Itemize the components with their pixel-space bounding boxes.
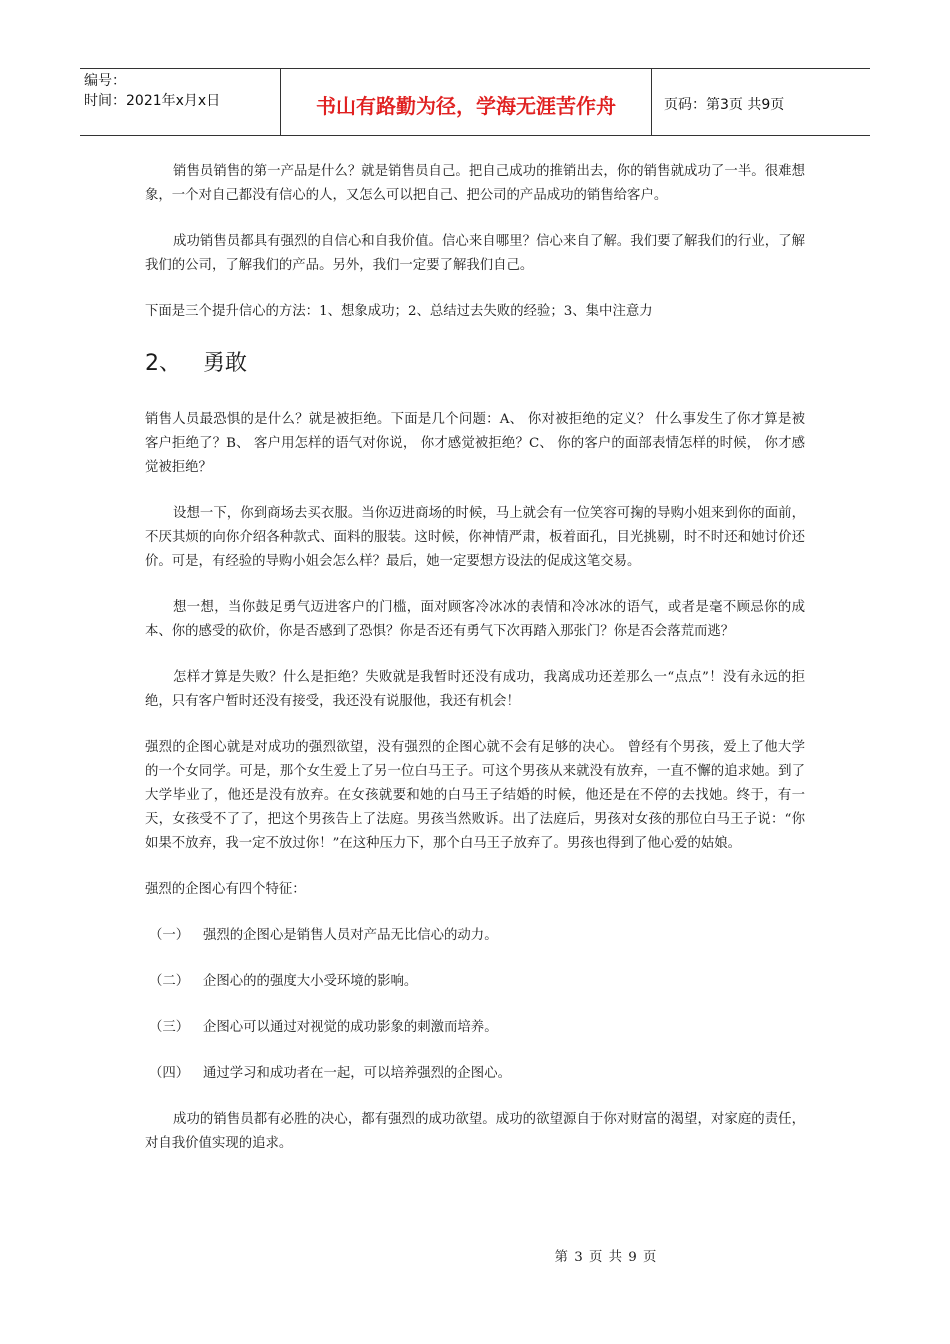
feature-text: 通过学习和成功者在一起，可以培养强烈的企图心。 <box>203 1066 511 1081</box>
date-label: 时间：2021年x月x日 <box>84 93 221 109</box>
paragraph-features-intro: 强烈的企图心有四个特征： <box>145 882 306 897</box>
paragraph-self-selling: 销售员销售的第一产品是什么？就是销售员自己。把自己成功的推销出去，你的销售就成功了一半。很难想象，一个对自己都没有信心的人，又怎么可以把自己、把公司的产品成功的销售给客户。 <box>145 164 805 203</box>
header-motto: 书山有路勤为径，学海无涯苦作舟 <box>280 69 652 135</box>
feature-item <box>145 1062 805 1086</box>
feature-marker: （一） <box>149 928 190 943</box>
number-label: 编号： <box>84 73 126 89</box>
paragraph-ambition-story: 强烈的企图心就是对成功的强烈欲望，没有强烈的企图心就不会有足够的决心。 曾经有个男孩，爱上了他大学的一个女同学。可是，那个女生爱上了另一位白马王子。可这个男孩从来就没有放弃，一直不懈的追求她。到了大学毕业了，他还是没有放弃。在女孩就要和她的白马王子结婚的时候，他还是在不停的去找她。终于，有一天，女孩受不了了，把这个男孩告上了法庭。男孩当然败诉。出了法庭后，男孩对女孩的那位白马王子说：“你如果不放弃，我一定不放过你！”在这种压力下，那个白马王子放弃了。男孩也得到了他心爱的姑娘。 <box>145 740 805 851</box>
header-meta <box>80 69 280 135</box>
paragraph-fear: 想一想，当你鼓足勇气迈进客户的门槛，面对顾客冷冰冰的表情和冷冰冰的语气，或者是毫不顾忌你的成本、你的感受的砍价，你是否感到了恐惧？你是否还有勇气下次再踏入那张门？你是否会落荒而逃？ <box>145 600 805 639</box>
page-footer: 第 3 页 共 9 页 <box>554 1250 658 1265</box>
feature-text: 企图心可以通过对视觉的成功影象的刺激而培养。 <box>203 1020 498 1035</box>
feature-item <box>145 924 805 948</box>
feature-text: 企图心的的强度大小受环境的影响。 <box>203 974 418 989</box>
paragraph-success-desire: 成功的销售员都有必胜的决心，都有强烈的成功欲望。成功的欲望源自于你对财富的渴望，对家庭的责任，对自我价值实现的追求。 <box>145 1112 805 1151</box>
section-heading <box>145 350 805 378</box>
section-number: 2、 <box>145 351 181 376</box>
page-header <box>80 68 870 136</box>
paragraph-rejection-questions: 销售人员最恐惧的是什么？就是被拒绝。下面是几个问题：A、 你对被拒绝的定义？ 什么事发生了你才算是被客户拒绝了？B、 客户用怎样的语气对你说， 你才感觉被拒绝？C、 你的客户的面部表情怎样的时候， 你才感觉被拒绝？ <box>145 412 805 475</box>
feature-text: 强烈的企图心是销售人员对产品无比信心的动力。 <box>203 928 498 943</box>
paragraph-failure-definition: 怎样才算是失败？什么是拒绝？失败就是我暂时还没有成功，我离成功还差那么一“点点”！没有永远的拒绝，只有客户暂时还没有接受，我还没有说服他，我还有机会！ <box>145 670 805 709</box>
feature-marker: （二） <box>149 974 190 989</box>
feature-marker: （四） <box>149 1066 190 1081</box>
feature-item <box>145 1016 805 1040</box>
document-body <box>145 160 805 1178</box>
paragraph-confidence-methods: 下面是三个提升信心的方法：1、想象成功；2、总结过去失败的经验；3、集中注意力 <box>145 304 653 319</box>
paragraph-shopping-scenario: 设想一下，你到商场去买衣服。当你迈进商场的时候，马上就会有一位笑容可掬的导购小姐来到你的面前，不厌其烦的向你介绍各种款式、面料的服装。这时候，你神情严肃，板着面孔，目光挑剔，时不时还和她讨价还价。可是，有经验的导购小姐会怎么样？最后，她一定要想方设法的促成这笔交易。 <box>145 506 805 569</box>
paragraph-confidence: 成功销售员都具有强烈的自信心和自我价值。信心来自哪里？信心来自了解。我们要了解我们的行业，了解我们的公司，了解我们的产品。另外，我们一定要了解我们自己。 <box>145 234 805 273</box>
feature-marker: （三） <box>149 1020 190 1035</box>
section-title: 勇敢 <box>203 351 248 376</box>
header-page-info: 页码：第3页 共9页 <box>664 97 785 113</box>
feature-item <box>145 970 805 994</box>
